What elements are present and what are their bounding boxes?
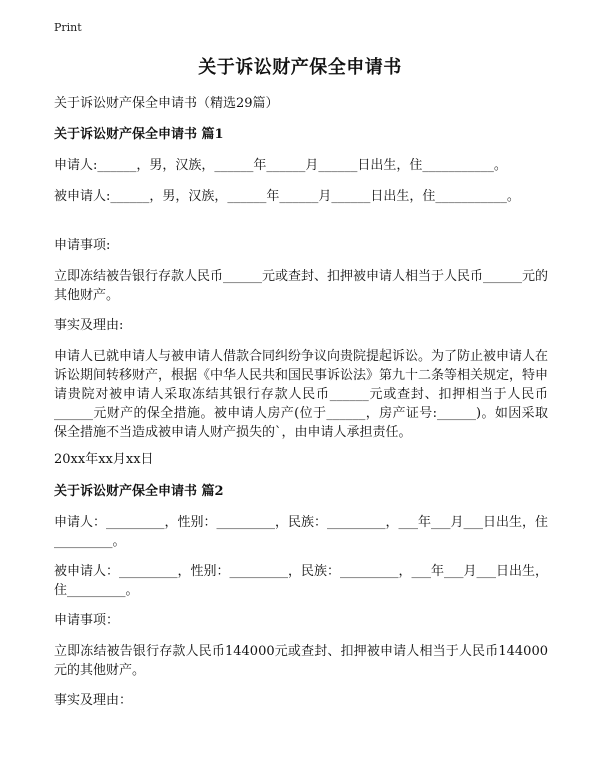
section-1-matters-text: 立即冻结被告银行存款人民币______元或查封、扣押被申请人相当于人民币______元的其他财产。 bbox=[54, 269, 549, 303]
section-1-facts-label: 事实及理由: bbox=[54, 318, 124, 333]
section-2-respondent-line: 被申请人：_________，性别：_________，民族：_________，___年___月___日出生，住_________。 bbox=[54, 564, 549, 598]
section-2-heading: 关于诉讼财产保全申请书 篇2 bbox=[54, 484, 224, 499]
section-1-heading: 关于诉讼财产保全申请书 篇1 bbox=[54, 127, 224, 142]
section-1-facts-text: 申请人已就申请人与被申请人借款合同纠纷争议向贵院提起诉讼。为了防止被申请人在诉讼期间转移财产，根据《中华人民共和国民事诉讼法》第九十二条等相关规定，特申请贵院对被申请人采取冻结其银行存款人民币______元或查封、扣押相当于人民币______元财产的保全措施。被申请人房产(位于______，房产证号:______)。如因采取保全措施不当造成被申请人财产损失的`，由申请人承担责任。 bbox=[54, 349, 549, 440]
print-link[interactable]: Print bbox=[54, 21, 82, 34]
document-subtitle: 关于诉讼财产保全申请书（精选29篇） bbox=[54, 96, 279, 111]
document-title: 关于诉讼财产保全申请书 bbox=[198, 57, 402, 78]
section-1-applicant-line: 申请人:______，男，汉族，______年______月______日出生，住___________。 bbox=[54, 158, 507, 173]
section-2-facts-label: 事实及理由： bbox=[54, 693, 133, 708]
section-2-matters-label: 申请事项： bbox=[54, 613, 120, 628]
section-2-matters-text: 立即冻结被告银行存款人民币144000元或查封、扣押被申请人相当于人民币144000元的其他财产。 bbox=[54, 644, 548, 678]
section-1-respondent-line: 被申请人:______，男，汉族，______年______月______日出生，住___________。 bbox=[54, 189, 520, 204]
section-1-date-line: 20xx年xx月xx日 bbox=[54, 452, 154, 467]
section-1-matters-label: 申请事项: bbox=[54, 238, 111, 253]
section-2-applicant-line: 申请人：_________，性别：_________，民族：_________，___年___月___日出生，住_________。 bbox=[54, 515, 549, 549]
